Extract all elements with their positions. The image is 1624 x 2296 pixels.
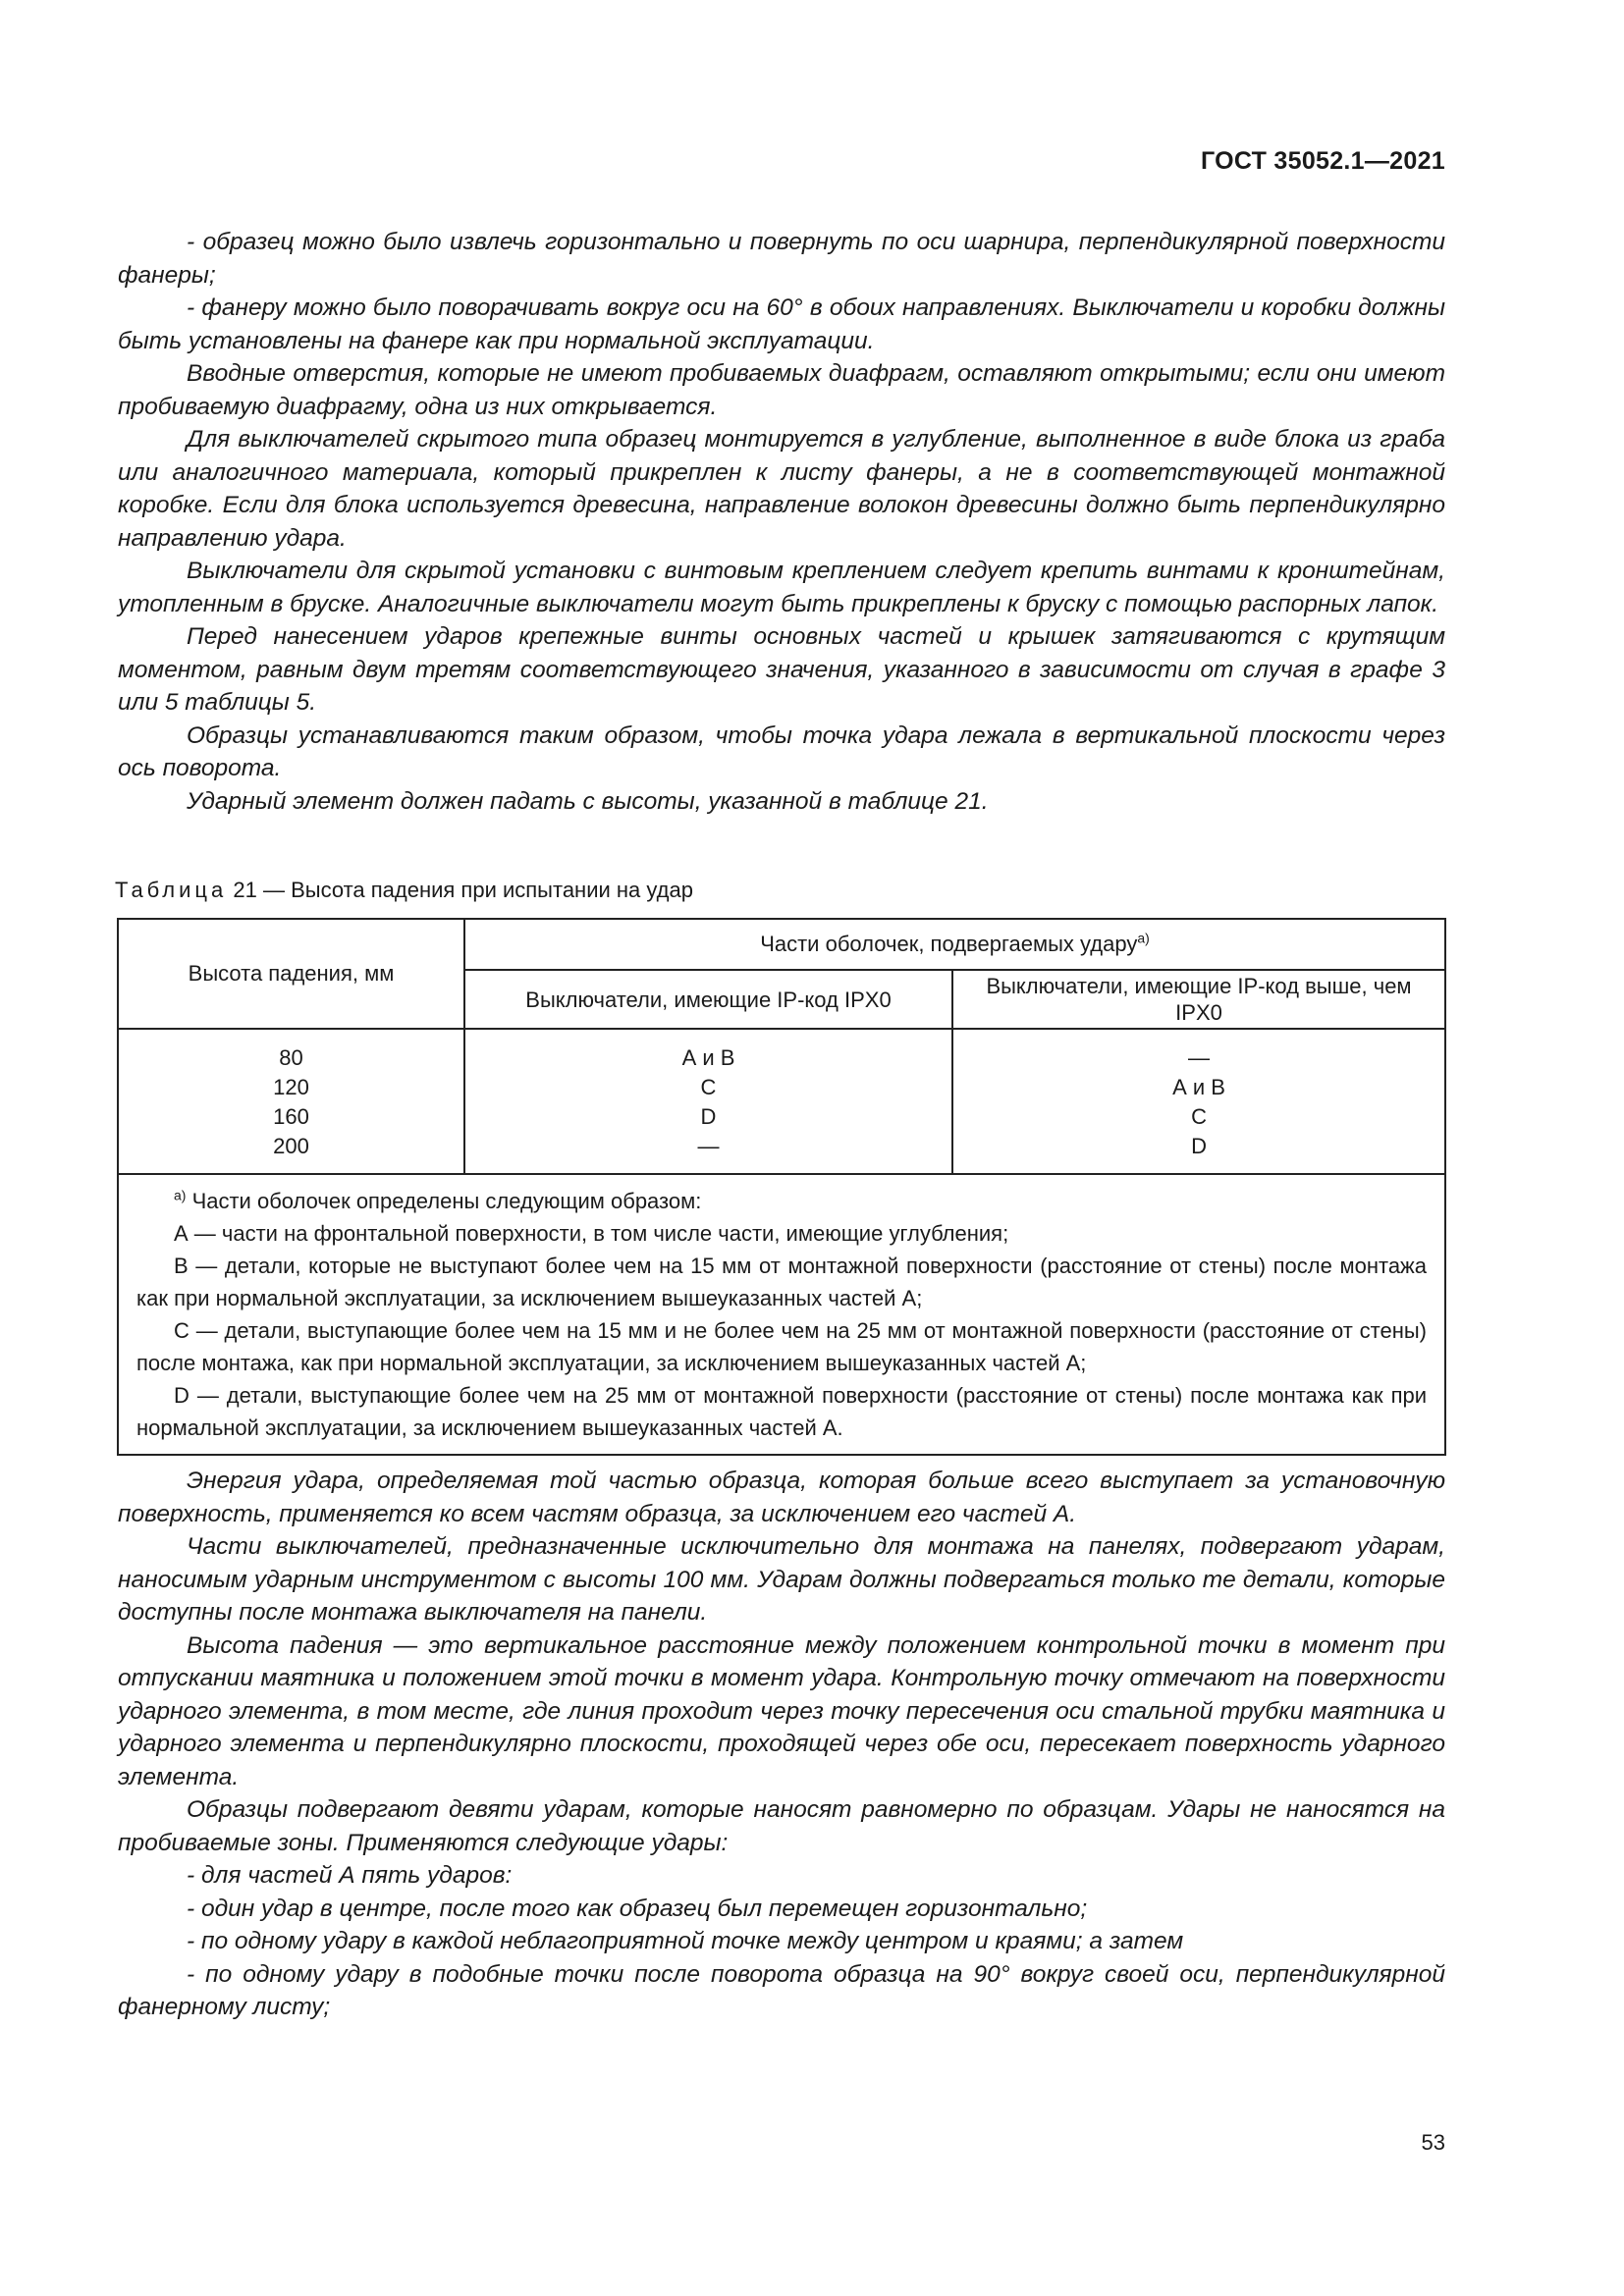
table-caption-text: 21 — Высота падения при испытании на удар bbox=[233, 878, 693, 902]
bottom-text-block bbox=[118, 1465, 1445, 2024]
header-height-label: Высота падения, мм bbox=[188, 961, 395, 986]
table-caption-label: Таблица bbox=[115, 878, 228, 902]
table-cell: 200 bbox=[273, 1134, 309, 1158]
paragraph: Ударный элемент должен падать с высоты, указанной в таблице 21. bbox=[187, 787, 989, 815]
header-group-cell bbox=[464, 919, 1445, 970]
paragraph: Выключатели для скрытой установки с винтовым креплением следует крепить винтами к кронштейнам, утопленным в бруске. Аналогичные выключатели могут быть прикреплены к бруску с помощью распорных лапок. bbox=[118, 558, 1445, 617]
header-group-label: Части оболочек, подвергаемых удару bbox=[760, 932, 1138, 956]
page-number: 53 bbox=[1421, 2130, 1445, 2155]
paragraph: Образцы подвергают девяти ударам, которые наносят равномерно по образцам. Удары не наносятся на пробиваемые зоны. Применяются следующие удары: bbox=[118, 1796, 1445, 1856]
note-intro-text: Части оболочек определены следующим образом: bbox=[191, 1189, 702, 1213]
note-item: А — части на фронтальной поверхности, в том числе части, имеющие углубления; bbox=[174, 1221, 1009, 1246]
header-height-cell bbox=[118, 919, 464, 1029]
document-header bbox=[1201, 147, 1445, 176]
table-cell: 120 bbox=[273, 1075, 309, 1099]
ipx0-column bbox=[464, 1029, 952, 1174]
paragraph: - образец можно было извлечь горизонтально и повернуть по оси шарнира, перпендикулярной поверхности фанеры; bbox=[118, 229, 1445, 289]
height-column bbox=[118, 1029, 464, 1174]
top-text-block bbox=[118, 226, 1445, 818]
table-cell: 160 bbox=[273, 1104, 309, 1129]
table-header-row bbox=[118, 919, 1445, 970]
note-item: С — детали, выступающие более чем на 15 мм и не более чем на 25 мм от монтажной поверхности (расстояние от стены) после монтажа, как при нормальной эксплуатации, за исключением вышеуказанных частей А; bbox=[136, 1318, 1428, 1375]
note-item: D — детали, выступающие более чем на 25 мм от монтажной поверхности (расстояние от стены) после монтажа как при нормальной эксплуатации, за исключением вышеуказанных частей А. bbox=[136, 1383, 1428, 1440]
table-cell: А и В bbox=[681, 1045, 735, 1070]
table-notes-row bbox=[118, 1174, 1445, 1455]
header-ipx0-label: Выключатели, имеющие IP-код IPX0 bbox=[525, 987, 892, 1012]
paragraph: Для выключателей скрытого типа образец монтируется в углубление, выполненное в виде блока из граба или аналогичного материала, который прикреплен к листу фанеры, а не в соответствующей монтажной коробке. Если для блока используется древесина, направление волокон древесины должно быть перпендикулярно направлению удара. bbox=[118, 426, 1445, 552]
paragraph: Вводные отверстия, которые не имеют пробиваемых диафрагм, оставляют открытыми; если они имеют пробиваемую диафрагму, одна из них открывается. bbox=[118, 360, 1445, 420]
paragraph: - по одному удару в каждой неблагоприятной точке между центром и краями; а затем bbox=[187, 1928, 1184, 1954]
table-cell: — bbox=[1188, 1045, 1210, 1070]
table-cell: D bbox=[700, 1104, 717, 1129]
table-cell: D bbox=[1191, 1134, 1207, 1158]
table-cell: 80 bbox=[279, 1045, 303, 1070]
footnote-marker: а) bbox=[1137, 930, 1150, 946]
header-above-label: Выключатели, имеющие IP-код выше, чем IPX0 bbox=[986, 974, 1412, 1025]
above-column bbox=[952, 1029, 1445, 1174]
table-body-row bbox=[118, 1029, 1445, 1174]
table-notes-cell bbox=[118, 1174, 1445, 1455]
paragraph: Перед нанесением ударов крепежные винты основных частей и крышек затягиваются с крутящим моментом, равным двум третям соответствующего значения, указанного в зависимости от случая в графе 3 или 5 таблицы 5. bbox=[118, 623, 1445, 716]
table-cell: С bbox=[1191, 1104, 1207, 1129]
header-ipx0-cell bbox=[464, 970, 952, 1029]
note-marker: а) bbox=[174, 1187, 187, 1203]
table-cell: — bbox=[697, 1134, 720, 1158]
standard-number: ГОСТ 35052.1—2021 bbox=[1200, 147, 1445, 175]
paragraph: - один удар в центре, после того как образец был перемещен горизонтально; bbox=[187, 1895, 1088, 1922]
paragraph: Энергия удара, определяемая той частью образца, которая больше всего выступает за установочную поверхность, применяется ко всем частям образца, за исключением его частей А. bbox=[118, 1468, 1445, 1527]
paragraph: - фанеру можно было поворачивать вокруг оси на 60° в обоих направлениях. Выключатели и коробки должны быть установлены на фанере как при нормальной эксплуатации. bbox=[118, 294, 1445, 354]
paragraph: - для частей А пять ударов: bbox=[187, 1862, 513, 1889]
note-intro bbox=[136, 1185, 1427, 1217]
paragraph: Образцы устанавливаются таким образом, чтобы точка удара лежала в вертикальной плоскости через ось поворота. bbox=[118, 721, 1445, 781]
paragraph: Части выключателей, предназначенные исключительно для монтажа на панелях, подвергают ударам, наносимым ударным инструментом с высоты 100 мм. Ударам должны подвергаться только те детали, которые доступны после монтажа выключателя на панели. bbox=[118, 1533, 1445, 1626]
table-cell: А и В bbox=[1172, 1075, 1225, 1099]
paragraph: - по одному удару в подобные точки после поворота образца на 90° вокруг своей оси, перпендикулярной фанерному листу; bbox=[118, 1960, 1445, 2020]
table-caption bbox=[115, 878, 693, 903]
header-above-cell bbox=[952, 970, 1445, 1029]
note-item: В — детали, которые не выступают более чем на 15 мм от монтажной поверхности (расстояние от стены) после монтажа как при нормальной эксплуатации, за исключением вышеуказанных частей А; bbox=[136, 1254, 1428, 1310]
table-cell: С bbox=[700, 1075, 717, 1099]
drop-height-table bbox=[117, 918, 1446, 1456]
paragraph: Высота падения — это вертикальное расстояние между положением контрольной точки в момент при отпускании маятника и положением этой точки в момент удара. Контрольную точку отмечают на поверхности ударного элемента, в том месте, где линия проходит через точку пересечения оси стальной трубки маятника и ударного элемента и перпендикулярно плоскости, проходящей через обе оси, пересекает поверхность ударного элемента. bbox=[118, 1631, 1445, 1790]
